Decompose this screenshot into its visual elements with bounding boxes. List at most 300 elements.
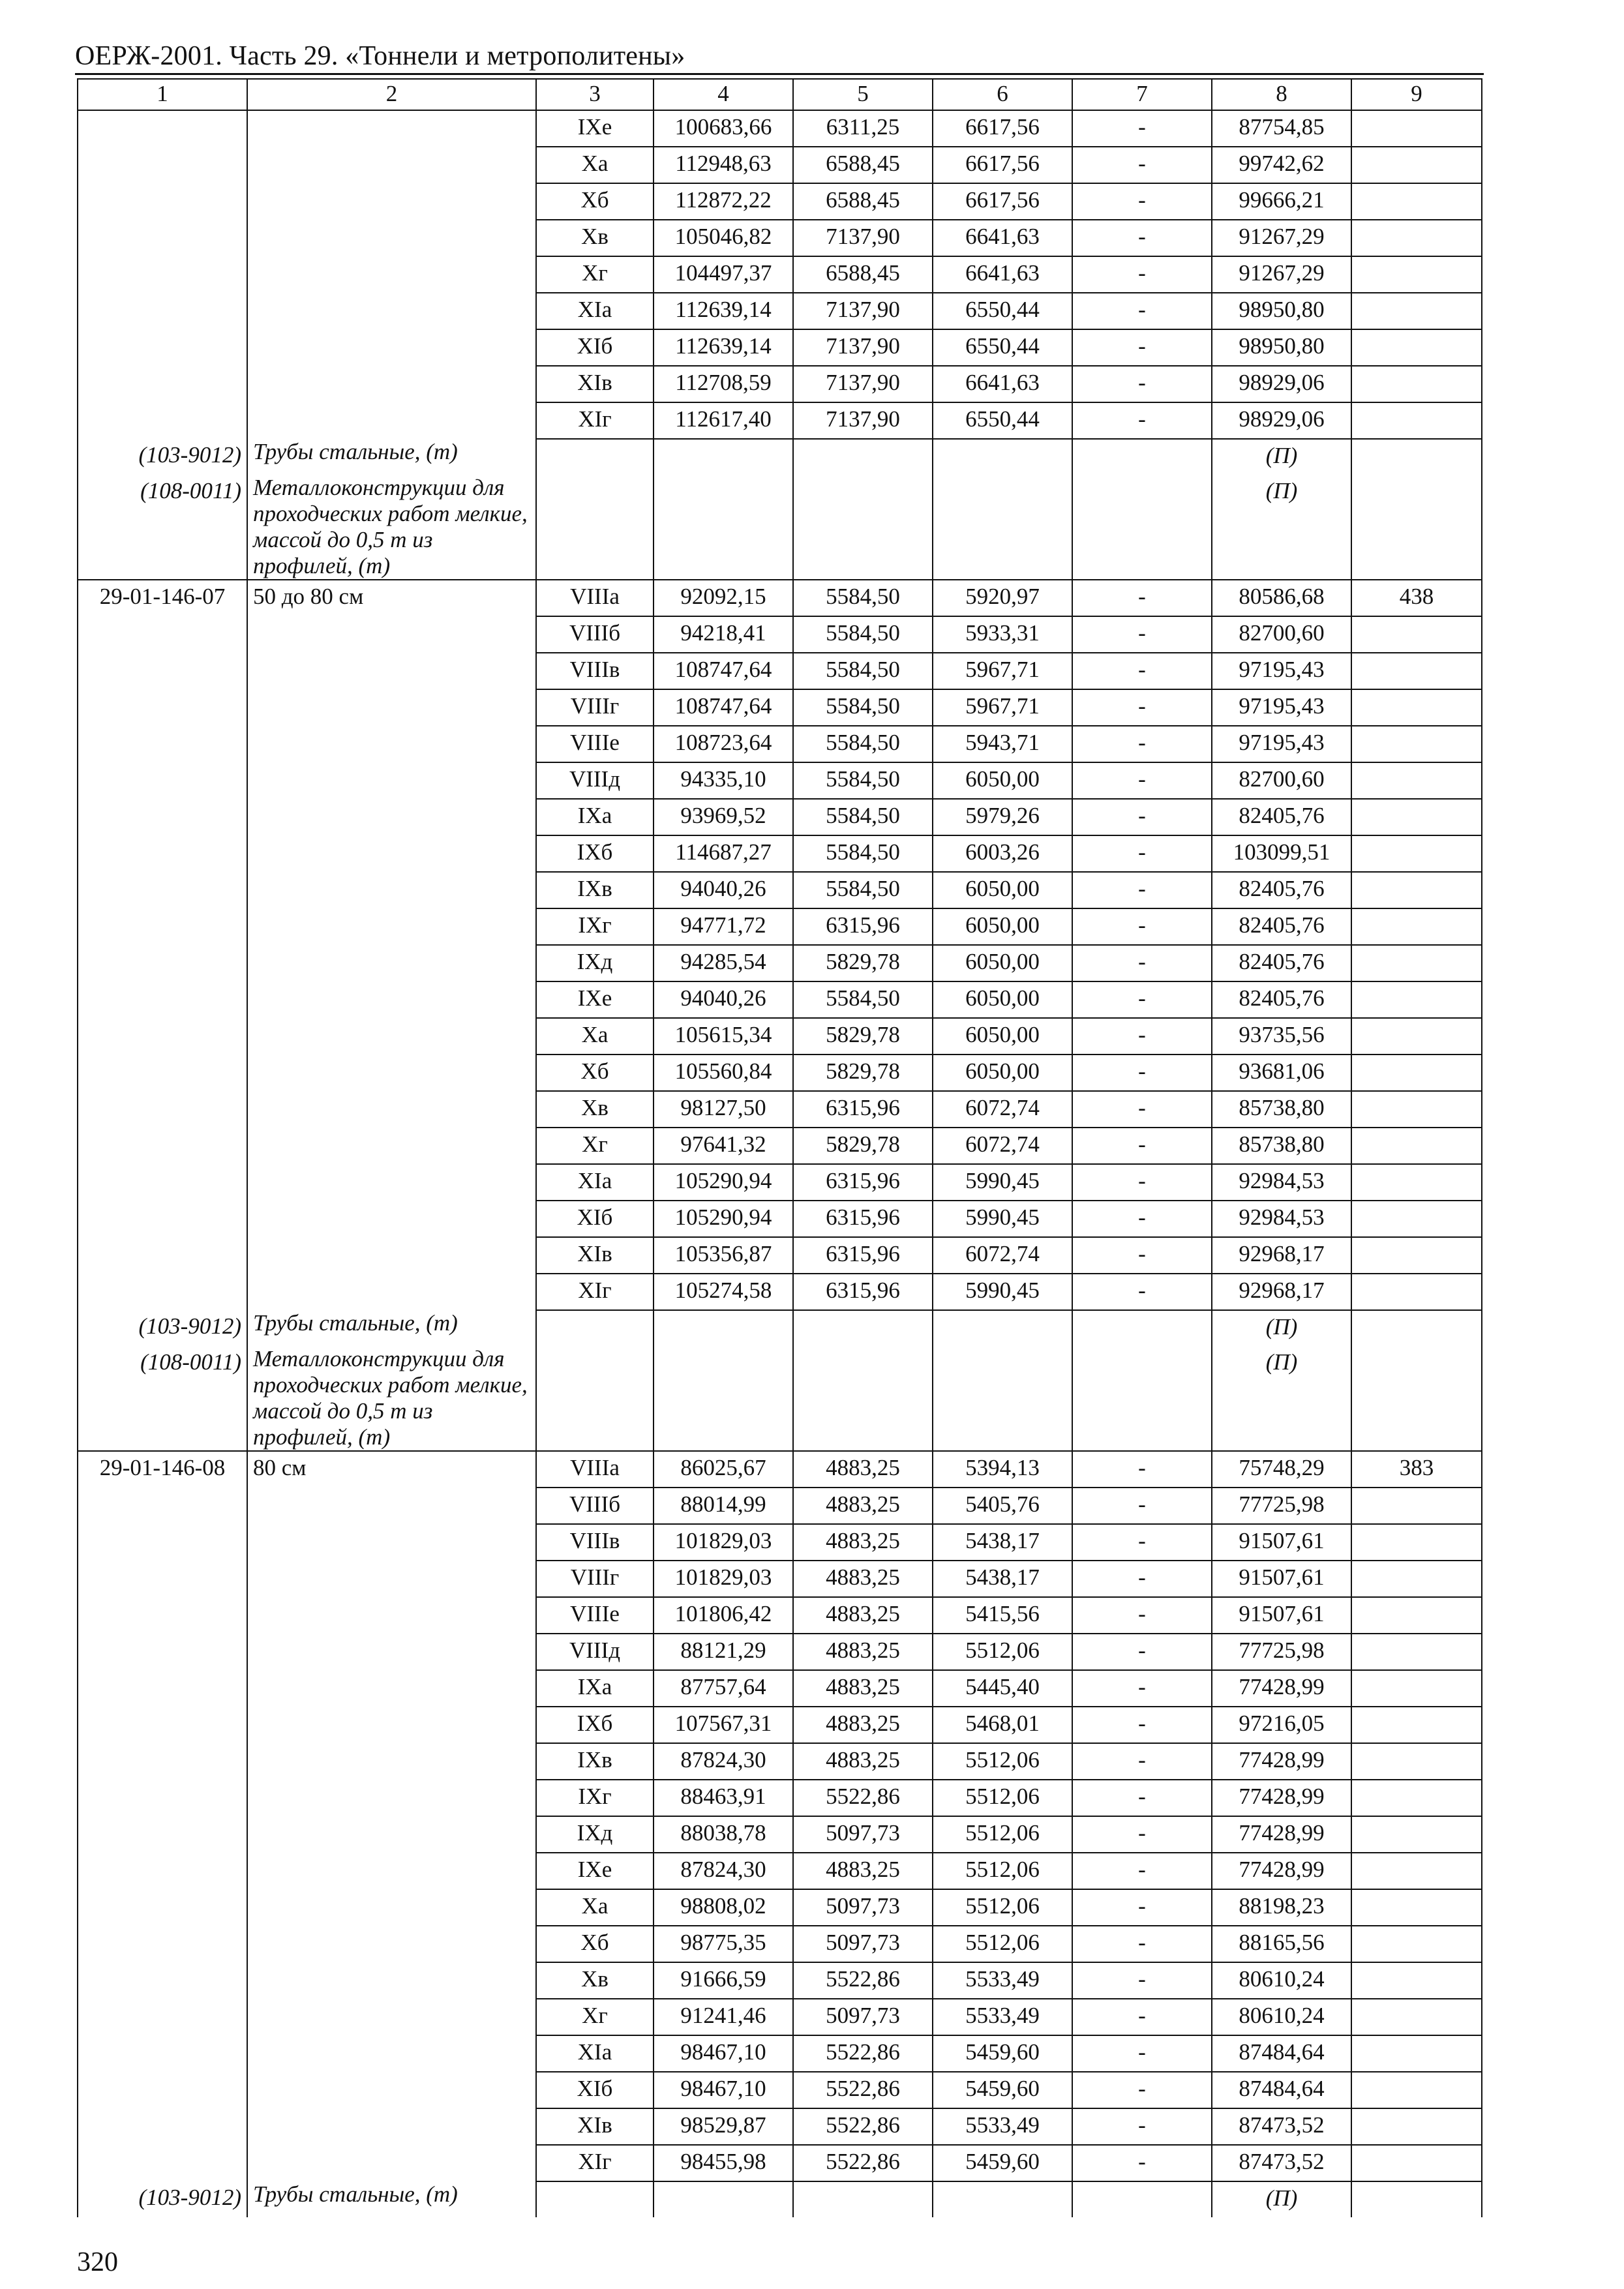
value-col7: - bbox=[1072, 147, 1212, 183]
rate-name bbox=[247, 1853, 536, 1889]
value-col6: 6050,00 bbox=[933, 908, 1072, 945]
value-col4: 112617,40 bbox=[654, 402, 793, 439]
rate-name bbox=[247, 689, 536, 726]
value-col8: 87484,64 bbox=[1212, 2035, 1351, 2072]
value-col6: 5990,45 bbox=[933, 1274, 1072, 1310]
value-col4: 97641,32 bbox=[654, 1128, 793, 1164]
rate-code bbox=[78, 1237, 247, 1274]
rate-code bbox=[78, 1999, 247, 2035]
table-row bbox=[78, 908, 1482, 945]
rate-name bbox=[247, 1999, 536, 2035]
value-col4: 98455,98 bbox=[654, 2145, 793, 2181]
rate-code bbox=[78, 1091, 247, 1128]
rate-code bbox=[78, 1055, 247, 1091]
value-col9 bbox=[1351, 1816, 1482, 1853]
table-row bbox=[78, 1128, 1482, 1164]
table-row bbox=[78, 110, 1482, 147]
value-col6: 6072,74 bbox=[933, 1091, 1072, 1128]
rate-code bbox=[78, 1889, 247, 1926]
table-row bbox=[78, 2108, 1482, 2145]
table-row bbox=[78, 1743, 1482, 1780]
table-row bbox=[78, 1055, 1482, 1091]
value-col6: 6072,74 bbox=[933, 1128, 1072, 1164]
empty-cell bbox=[1351, 2181, 1482, 2217]
zone-cell: XIа bbox=[536, 293, 654, 329]
zone-cell: IXе bbox=[536, 981, 654, 1018]
table-row bbox=[78, 1451, 1482, 1488]
value-col4: 88014,99 bbox=[654, 1488, 793, 1524]
value-col8: 91507,61 bbox=[1212, 1561, 1351, 1597]
value-col7: - bbox=[1072, 908, 1212, 945]
value-col4: 94335,10 bbox=[654, 762, 793, 799]
value-col5: 4883,25 bbox=[793, 1634, 933, 1670]
resource-row bbox=[78, 2181, 1482, 2217]
rate-code bbox=[78, 1962, 247, 1999]
zone-cell: Xг bbox=[536, 256, 654, 293]
value-col5: 5829,78 bbox=[793, 1018, 933, 1055]
value-col5: 7137,90 bbox=[793, 402, 933, 439]
zone-cell: VIIIа bbox=[536, 580, 654, 616]
value-col8: 77428,99 bbox=[1212, 1670, 1351, 1707]
rate-name: 50 до 80 см bbox=[247, 580, 536, 616]
value-col7: - bbox=[1072, 2108, 1212, 2145]
value-col7: - bbox=[1072, 1743, 1212, 1780]
value-col7: - bbox=[1072, 1488, 1212, 1524]
resource-row bbox=[78, 1346, 1482, 1451]
value-col8: 80610,24 bbox=[1212, 1962, 1351, 1999]
rate-name bbox=[247, 1670, 536, 1707]
rate-name bbox=[247, 799, 536, 835]
value-col9 bbox=[1351, 872, 1482, 908]
empty-cell bbox=[654, 1310, 793, 1346]
zone-cell: VIIIв bbox=[536, 1524, 654, 1561]
value-col5: 6315,96 bbox=[793, 1201, 933, 1237]
value-col8: 87754,85 bbox=[1212, 110, 1351, 147]
value-col9 bbox=[1351, 1201, 1482, 1237]
resource-name: Металлоконструкции для проходческих работ мелкие, массой до 0,5 т из профилей, (т) bbox=[247, 1346, 536, 1451]
rate-name bbox=[247, 1707, 536, 1743]
rate-name: 80 см bbox=[247, 1451, 536, 1488]
value-col7: - bbox=[1072, 1091, 1212, 1128]
rate-code bbox=[78, 726, 247, 762]
rate-code bbox=[78, 220, 247, 256]
empty-cell bbox=[536, 475, 654, 580]
rate-name bbox=[247, 366, 536, 402]
zone-cell: Xв bbox=[536, 220, 654, 256]
table-row bbox=[78, 799, 1482, 835]
table-row bbox=[78, 945, 1482, 981]
value-col8: 82405,76 bbox=[1212, 908, 1351, 945]
rate-code bbox=[78, 1634, 247, 1670]
rate-name bbox=[247, 293, 536, 329]
value-col5: 6315,96 bbox=[793, 1091, 933, 1128]
value-col6: 5967,71 bbox=[933, 689, 1072, 726]
value-col7: - bbox=[1072, 1889, 1212, 1926]
value-col4: 105274,58 bbox=[654, 1274, 793, 1310]
zone-cell: IXе bbox=[536, 1853, 654, 1889]
column-number: 4 bbox=[654, 79, 793, 110]
empty-cell bbox=[933, 1346, 1072, 1451]
value-col8: 82405,76 bbox=[1212, 872, 1351, 908]
value-col7: - bbox=[1072, 1164, 1212, 1201]
value-col4: 94771,72 bbox=[654, 908, 793, 945]
value-col9 bbox=[1351, 616, 1482, 653]
value-col8: 77428,99 bbox=[1212, 1743, 1351, 1780]
value-col8: 77725,98 bbox=[1212, 1634, 1351, 1670]
value-col9 bbox=[1351, 762, 1482, 799]
resource-mark: (П) bbox=[1212, 1310, 1351, 1346]
rate-name bbox=[247, 1488, 536, 1524]
empty-cell bbox=[793, 1346, 933, 1451]
zone-cell: IXа bbox=[536, 799, 654, 835]
table-row bbox=[78, 616, 1482, 653]
value-col5: 5829,78 bbox=[793, 1128, 933, 1164]
value-col8: 88198,23 bbox=[1212, 1889, 1351, 1926]
resource-code: (108-0011) bbox=[78, 1346, 247, 1451]
value-col8: 93681,06 bbox=[1212, 1055, 1351, 1091]
rate-code bbox=[78, 1018, 247, 1055]
table-row bbox=[78, 1962, 1482, 1999]
rate-name bbox=[247, 872, 536, 908]
rate-code bbox=[78, 1128, 247, 1164]
column-number: 8 bbox=[1212, 79, 1351, 110]
value-col9 bbox=[1351, 1926, 1482, 1962]
rate-code bbox=[78, 2145, 247, 2181]
rate-code bbox=[78, 1164, 247, 1201]
value-col8: 91507,61 bbox=[1212, 1597, 1351, 1634]
value-col8: 77428,99 bbox=[1212, 1780, 1351, 1816]
value-col8: 75748,29 bbox=[1212, 1451, 1351, 1488]
zone-cell: Xб bbox=[536, 183, 654, 220]
zone-cell: VIIIе bbox=[536, 1597, 654, 1634]
value-col5: 6315,96 bbox=[793, 908, 933, 945]
value-col8: 87473,52 bbox=[1212, 2145, 1351, 2181]
empty-cell bbox=[793, 475, 933, 580]
empty-cell bbox=[536, 439, 654, 475]
value-col6: 5512,06 bbox=[933, 1853, 1072, 1889]
zone-cell: XIб bbox=[536, 2072, 654, 2108]
value-col8: 98929,06 bbox=[1212, 366, 1351, 402]
value-col9 bbox=[1351, 1780, 1482, 1816]
value-col8: 82700,60 bbox=[1212, 616, 1351, 653]
rate-name bbox=[247, 616, 536, 653]
value-col9 bbox=[1351, 945, 1482, 981]
rate-name bbox=[247, 1926, 536, 1962]
value-col8: 103099,51 bbox=[1212, 835, 1351, 872]
value-col6: 5512,06 bbox=[933, 1926, 1072, 1962]
value-col4: 91241,46 bbox=[654, 1999, 793, 2035]
value-col5: 5584,50 bbox=[793, 835, 933, 872]
rate-code bbox=[78, 256, 247, 293]
rate-code bbox=[78, 616, 247, 653]
empty-cell bbox=[536, 1310, 654, 1346]
value-col8: 77725,98 bbox=[1212, 1488, 1351, 1524]
value-col6: 5990,45 bbox=[933, 1201, 1072, 1237]
zone-cell: IXб bbox=[536, 835, 654, 872]
rate-code bbox=[78, 908, 247, 945]
value-col9 bbox=[1351, 147, 1482, 183]
rate-code bbox=[78, 1561, 247, 1597]
zone-cell: Xв bbox=[536, 1962, 654, 1999]
empty-cell bbox=[1351, 1346, 1482, 1451]
rate-name bbox=[247, 762, 536, 799]
value-col4: 107567,31 bbox=[654, 1707, 793, 1743]
zone-cell: Xб bbox=[536, 1055, 654, 1091]
column-number: 6 bbox=[933, 79, 1072, 110]
value-col6: 6641,63 bbox=[933, 220, 1072, 256]
value-col8: 92984,53 bbox=[1212, 1164, 1351, 1201]
zone-cell: XIб bbox=[536, 1201, 654, 1237]
rate-name bbox=[247, 220, 536, 256]
column-number: 1 bbox=[78, 79, 247, 110]
rate-code: 29-01-146-07 bbox=[78, 580, 247, 616]
value-col5: 6588,45 bbox=[793, 147, 933, 183]
value-col4: 98808,02 bbox=[654, 1889, 793, 1926]
value-col5: 5522,86 bbox=[793, 2108, 933, 2145]
value-col4: 101829,03 bbox=[654, 1561, 793, 1597]
price-table bbox=[77, 78, 1482, 2217]
value-col5: 5584,50 bbox=[793, 981, 933, 1018]
value-col6: 6617,56 bbox=[933, 147, 1072, 183]
value-col6: 6617,56 bbox=[933, 183, 1072, 220]
rate-name bbox=[247, 2108, 536, 2145]
value-col9 bbox=[1351, 329, 1482, 366]
value-col7: - bbox=[1072, 616, 1212, 653]
value-col9 bbox=[1351, 1561, 1482, 1597]
rate-code bbox=[78, 1597, 247, 1634]
rate-code bbox=[78, 147, 247, 183]
value-col9 bbox=[1351, 1091, 1482, 1128]
value-col9 bbox=[1351, 220, 1482, 256]
value-col4: 87824,30 bbox=[654, 1743, 793, 1780]
value-col7: - bbox=[1072, 1999, 1212, 2035]
value-col4: 94040,26 bbox=[654, 981, 793, 1018]
value-col8: 91507,61 bbox=[1212, 1524, 1351, 1561]
rate-name bbox=[247, 1743, 536, 1780]
value-col4: 100683,66 bbox=[654, 110, 793, 147]
value-col8: 87484,64 bbox=[1212, 2072, 1351, 2108]
value-col6: 5468,01 bbox=[933, 1707, 1072, 1743]
value-col7: - bbox=[1072, 1926, 1212, 1962]
rate-code bbox=[78, 1670, 247, 1707]
value-col5: 7137,90 bbox=[793, 366, 933, 402]
value-col4: 112948,63 bbox=[654, 147, 793, 183]
zone-cell: XIа bbox=[536, 1164, 654, 1201]
zone-cell: XIг bbox=[536, 2145, 654, 2181]
table-row bbox=[78, 1634, 1482, 1670]
column-number-row bbox=[78, 79, 1482, 110]
value-col7: - bbox=[1072, 1561, 1212, 1597]
resource-code: (103-9012) bbox=[78, 1310, 247, 1346]
empty-cell bbox=[793, 439, 933, 475]
empty-cell bbox=[793, 1310, 933, 1346]
table-row bbox=[78, 726, 1482, 762]
value-col9 bbox=[1351, 1055, 1482, 1091]
zone-cell: IXг bbox=[536, 1780, 654, 1816]
value-col6: 6050,00 bbox=[933, 1055, 1072, 1091]
table-row bbox=[78, 2145, 1482, 2181]
value-col4: 101829,03 bbox=[654, 1524, 793, 1561]
value-col7: - bbox=[1072, 183, 1212, 220]
value-col8: 82700,60 bbox=[1212, 762, 1351, 799]
value-col9 bbox=[1351, 183, 1482, 220]
value-col7: - bbox=[1072, 110, 1212, 147]
rate-code bbox=[78, 1274, 247, 1310]
value-col9 bbox=[1351, 1889, 1482, 1926]
value-col8: 97195,43 bbox=[1212, 653, 1351, 689]
column-number: 2 bbox=[247, 79, 536, 110]
empty-cell bbox=[933, 439, 1072, 475]
value-col4: 108747,64 bbox=[654, 653, 793, 689]
value-col6: 5512,06 bbox=[933, 1816, 1072, 1853]
value-col7: - bbox=[1072, 762, 1212, 799]
value-col4: 87757,64 bbox=[654, 1670, 793, 1707]
value-col8: 80586,68 bbox=[1212, 580, 1351, 616]
value-col5: 6311,25 bbox=[793, 110, 933, 147]
zone-cell: VIIIе bbox=[536, 726, 654, 762]
value-col5: 5584,50 bbox=[793, 762, 933, 799]
page-header-title: ОЕРЖ-2001. Часть 29. «Тоннели и метрополитены» bbox=[75, 41, 685, 71]
rate-name bbox=[247, 1164, 536, 1201]
value-col7: - bbox=[1072, 1597, 1212, 1634]
value-col5: 5097,73 bbox=[793, 1816, 933, 1853]
rate-name bbox=[247, 1634, 536, 1670]
value-col8: 77428,99 bbox=[1212, 1853, 1351, 1889]
value-col4: 105560,84 bbox=[654, 1055, 793, 1091]
value-col6: 5943,71 bbox=[933, 726, 1072, 762]
value-col9 bbox=[1351, 293, 1482, 329]
value-col4: 108723,64 bbox=[654, 726, 793, 762]
value-col5: 4883,25 bbox=[793, 1524, 933, 1561]
value-col5: 7137,90 bbox=[793, 220, 933, 256]
value-col4: 93969,52 bbox=[654, 799, 793, 835]
table-row bbox=[78, 256, 1482, 293]
value-col4: 91666,59 bbox=[654, 1962, 793, 1999]
value-col5: 5829,78 bbox=[793, 945, 933, 981]
value-col7: - bbox=[1072, 726, 1212, 762]
value-col9 bbox=[1351, 1853, 1482, 1889]
rate-code bbox=[78, 1488, 247, 1524]
zone-cell: XIв bbox=[536, 366, 654, 402]
rate-name bbox=[247, 1816, 536, 1853]
empty-cell bbox=[1072, 1346, 1212, 1451]
resource-code: (103-9012) bbox=[78, 2181, 247, 2217]
rate-code bbox=[78, 1816, 247, 1853]
empty-cell bbox=[1072, 2181, 1212, 2217]
zone-cell: IXд bbox=[536, 945, 654, 981]
value-col9: 383 bbox=[1351, 1451, 1482, 1488]
table-row bbox=[78, 1091, 1482, 1128]
value-col5: 7137,90 bbox=[793, 293, 933, 329]
value-col4: 92092,15 bbox=[654, 580, 793, 616]
value-col9 bbox=[1351, 2145, 1482, 2181]
zone-cell: VIIIд bbox=[536, 762, 654, 799]
value-col5: 5522,86 bbox=[793, 2035, 933, 2072]
value-col9 bbox=[1351, 1999, 1482, 2035]
table-row bbox=[78, 183, 1482, 220]
zone-cell: XIв bbox=[536, 2108, 654, 2145]
zone-cell: Xв bbox=[536, 1091, 654, 1128]
value-col5: 4883,25 bbox=[793, 1670, 933, 1707]
value-col7: - bbox=[1072, 835, 1212, 872]
value-col5: 5522,86 bbox=[793, 2072, 933, 2108]
value-col8: 91267,29 bbox=[1212, 256, 1351, 293]
value-col5: 6588,45 bbox=[793, 183, 933, 220]
value-col6: 6050,00 bbox=[933, 762, 1072, 799]
table-row bbox=[78, 762, 1482, 799]
value-col7: - bbox=[1072, 366, 1212, 402]
rate-name bbox=[247, 835, 536, 872]
rate-code bbox=[78, 366, 247, 402]
zone-cell: VIIIв bbox=[536, 653, 654, 689]
value-col9 bbox=[1351, 1597, 1482, 1634]
value-col5: 4883,25 bbox=[793, 1561, 933, 1597]
empty-cell bbox=[933, 2181, 1072, 2217]
value-col8: 98950,80 bbox=[1212, 329, 1351, 366]
rate-code bbox=[78, 1707, 247, 1743]
value-col8: 82405,76 bbox=[1212, 799, 1351, 835]
value-col8: 92984,53 bbox=[1212, 1201, 1351, 1237]
table-row bbox=[78, 1889, 1482, 1926]
value-col5: 5097,73 bbox=[793, 1889, 933, 1926]
value-col4: 98529,87 bbox=[654, 2108, 793, 2145]
value-col7: - bbox=[1072, 1237, 1212, 1274]
rate-name bbox=[247, 1274, 536, 1310]
rate-code bbox=[78, 1524, 247, 1561]
rate-name bbox=[247, 981, 536, 1018]
value-col8: 85738,80 bbox=[1212, 1091, 1351, 1128]
value-col5: 5097,73 bbox=[793, 1926, 933, 1962]
rate-name bbox=[247, 1237, 536, 1274]
value-col5: 7137,90 bbox=[793, 329, 933, 366]
value-col9 bbox=[1351, 1274, 1482, 1310]
value-col6: 6550,44 bbox=[933, 293, 1072, 329]
value-col8: 93735,56 bbox=[1212, 1018, 1351, 1055]
value-col4: 86025,67 bbox=[654, 1451, 793, 1488]
value-col6: 6050,00 bbox=[933, 945, 1072, 981]
rate-code bbox=[78, 835, 247, 872]
rate-code bbox=[78, 402, 247, 439]
value-col8: 98950,80 bbox=[1212, 293, 1351, 329]
value-col8: 99742,62 bbox=[1212, 147, 1351, 183]
value-col9 bbox=[1351, 835, 1482, 872]
value-col6: 5512,06 bbox=[933, 1780, 1072, 1816]
value-col5: 4883,25 bbox=[793, 1743, 933, 1780]
value-col6: 6550,44 bbox=[933, 329, 1072, 366]
value-col9 bbox=[1351, 981, 1482, 1018]
rate-code: 29-01-146-08 bbox=[78, 1451, 247, 1488]
rate-name bbox=[247, 183, 536, 220]
table-row bbox=[78, 220, 1482, 256]
value-col4: 105046,82 bbox=[654, 220, 793, 256]
value-col6: 5459,60 bbox=[933, 2035, 1072, 2072]
rate-code bbox=[78, 110, 247, 147]
value-col9 bbox=[1351, 1524, 1482, 1561]
value-col7: - bbox=[1072, 580, 1212, 616]
rate-name bbox=[247, 1780, 536, 1816]
rate-name bbox=[247, 2145, 536, 2181]
empty-cell bbox=[654, 439, 793, 475]
value-col6: 5933,31 bbox=[933, 616, 1072, 653]
zone-cell: XIа bbox=[536, 2035, 654, 2072]
value-col6: 5405,76 bbox=[933, 1488, 1072, 1524]
resource-mark: (П) bbox=[1212, 439, 1351, 475]
value-col5: 4883,25 bbox=[793, 1707, 933, 1743]
value-col9 bbox=[1351, 402, 1482, 439]
column-number: 7 bbox=[1072, 79, 1212, 110]
zone-cell: VIIIа bbox=[536, 1451, 654, 1488]
value-col5: 4883,25 bbox=[793, 1488, 933, 1524]
